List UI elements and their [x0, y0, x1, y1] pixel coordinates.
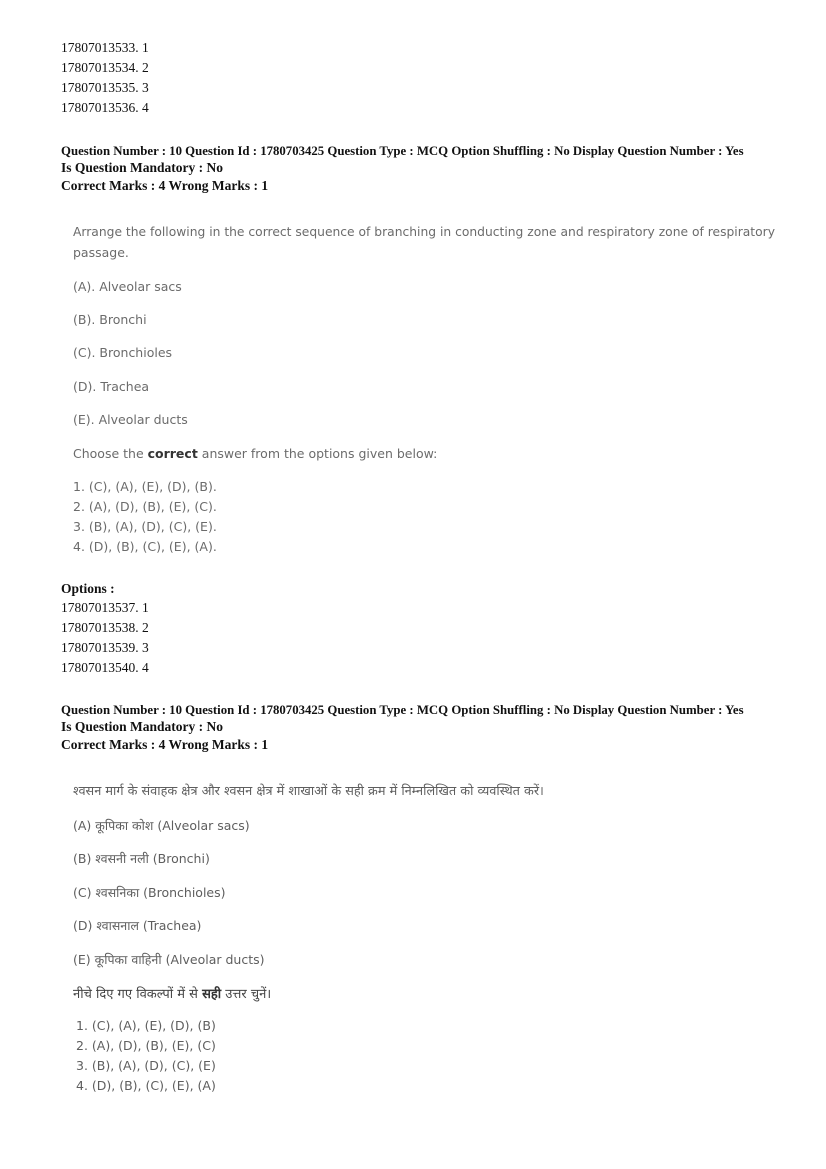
choose-text: उत्तर चुनें। [221, 987, 272, 1002]
answer-choice: 3. (B), (A), (D), (C), (E). [73, 519, 217, 534]
option-line: 17807013534. 2 [61, 60, 149, 75]
question-item: (C) श्वसनिका (Bronchioles) [73, 885, 226, 900]
option-line: 17807013537. 1 [61, 600, 149, 615]
question-mandatory-line: Is Question Mandatory : No [61, 719, 224, 734]
question-mandatory-line: Is Question Mandatory : No [61, 160, 224, 175]
question-item: (D) श्वासनाल (Trachea) [73, 918, 202, 933]
choose-text: answer from the options given below: [197, 446, 438, 461]
question-item: (C). Bronchioles [73, 345, 173, 360]
option-line: 17807013539. 3 [61, 640, 149, 655]
question-meta-line: Question Number : 10 Question Id : 1780703425 Question Type : MCQ Option Shuffling : No Display Question Number : Yes [61, 703, 744, 717]
choose-text: नीचे दिए गए विकल्पों में से [73, 987, 203, 1002]
answer-choice: 4. (D), (B), (C), (E), (A) [76, 1078, 216, 1093]
question-stem-line: श्वसन मार्ग के संवाहक क्षेत्र और श्वसन क्षेत्र में शाखाओं के सही क्रम में निम्नलिखित को व्यवस्थित करें। [73, 784, 544, 799]
question-stem-line: Arrange the following in the correct sequence of branching in conducting zone and respiratory zone of respiratory [73, 225, 775, 239]
answer-choice: 3. (B), (A), (D), (C), (E) [76, 1058, 216, 1073]
choose-instruction [73, 984, 271, 1002]
question-marks-line: Correct Marks : 4 Wrong Marks : 1 [61, 178, 269, 193]
choose-text: Choose the [73, 446, 148, 461]
question-item: (E) कूपिका वाहिनी (Alveolar ducts) [73, 952, 265, 967]
question-item: (B). Bronchi [73, 312, 147, 327]
option-line: 17807013533. 1 [61, 40, 149, 55]
option-line: 17807013536. 4 [61, 100, 149, 115]
answer-choice: 2. (A), (D), (B), (E), (C) [76, 1038, 216, 1053]
question-meta-line: Question Number : 10 Question Id : 1780703425 Question Type : MCQ Option Shuffling : No Display Question Number : Yes [61, 144, 744, 158]
question-item: (A) कूपिका कोश (Alveolar sacs) [73, 818, 250, 833]
question-item: (B) श्वसनी नली (Bronchi) [73, 851, 210, 866]
option-line: 17807013538. 2 [61, 620, 149, 635]
choose-emphasis: correct [147, 446, 198, 461]
option-line: 17807013535. 3 [61, 80, 149, 95]
option-line: 17807013540. 4 [61, 660, 149, 675]
choose-emphasis: सही [202, 987, 222, 1002]
question-stem-line: passage. [73, 245, 129, 260]
answer-choice: 2. (A), (D), (B), (E), (C). [73, 499, 217, 514]
question-marks-line: Correct Marks : 4 Wrong Marks : 1 [61, 737, 269, 752]
question-item: (E). Alveolar ducts [73, 412, 188, 427]
question-item: (D). Trachea [73, 379, 150, 394]
question-item: (A). Alveolar sacs [73, 279, 182, 294]
options-label: Options : [61, 581, 115, 596]
answer-choice: 4. (D), (B), (C), (E), (A). [73, 539, 217, 554]
answer-choice: 1. (C), (A), (E), (D), (B). [73, 479, 217, 494]
answer-choice: 1. (C), (A), (E), (D), (B) [76, 1018, 216, 1033]
choose-instruction [73, 446, 437, 461]
